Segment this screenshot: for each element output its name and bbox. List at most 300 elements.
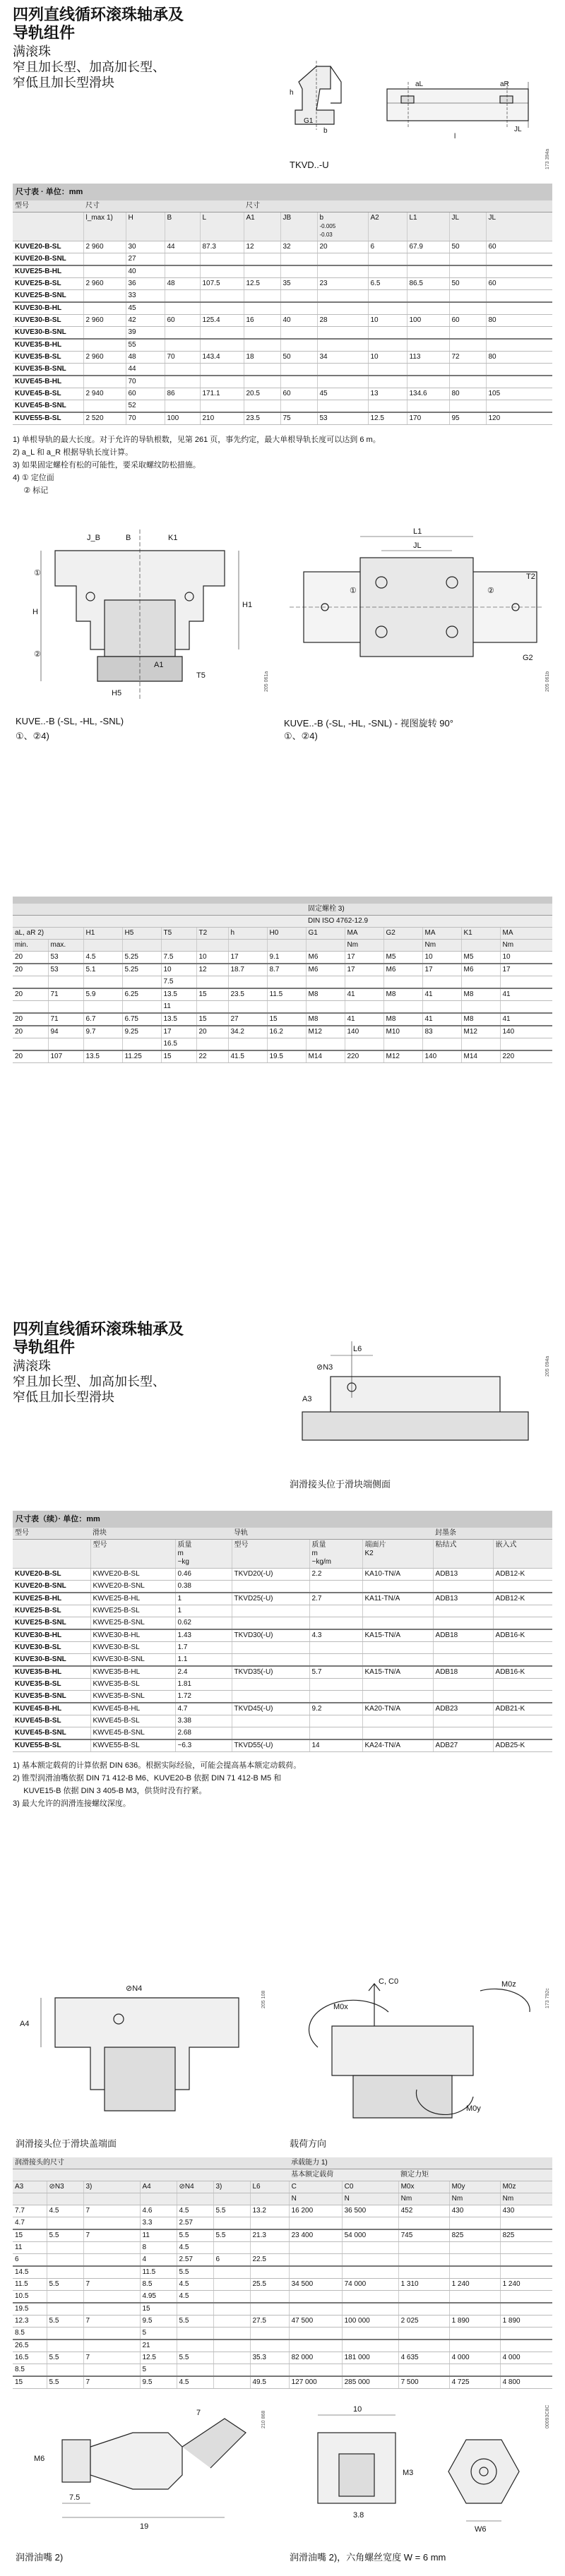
table-cell: 50 [449,241,486,253]
svg-text:G1: G1 [304,117,314,125]
table-row [13,1727,552,1740]
table-cell: 41 [500,988,552,1001]
table1-notes [13,433,552,497]
table-cell: 21 [140,2340,177,2352]
svg-text:M0x: M0x [333,2003,348,2011]
table-cell [83,1001,122,1014]
t3-h2-2: 质量 m ~kg [175,1540,232,1569]
table-cell [433,1642,493,1654]
table-cell [83,400,126,413]
table-cell [280,400,317,413]
table-cell [47,2328,83,2340]
table-cell: 60 [486,241,552,253]
header-cell: Nm [422,940,461,952]
table-cell [47,2340,83,2352]
table-cell: 14 [309,1739,362,1752]
table-cell: 1.1 [175,1654,232,1667]
table-cell [177,2340,213,2352]
table-cell: KWVE55-B-SL [90,1739,175,1752]
table-cell: 34 500 [289,2279,342,2291]
fig3-left-caption: 润滑油嘴 2) [16,2552,64,2563]
table-cell: 4.5 [177,2242,213,2254]
svg-text:l: l [454,133,456,140]
table-cell: 27 [126,253,165,266]
table-cell: 60 [280,388,317,400]
table4-body [13,2205,552,2389]
svg-text:L1: L1 [413,527,422,536]
fig1-left-tag: 205 061a [264,671,269,692]
table-cell: 825 [449,2229,500,2242]
rail-fig-caption: TKVD..-U [290,160,329,170]
table-cell: 16.5 [13,2352,47,2364]
t2-h-blank2 [13,916,306,928]
table-cell [433,1581,493,1593]
table-cell: KUVE30-B-SL [13,1642,90,1654]
table-cell: 60 [449,315,486,327]
table-cell [449,2291,500,2304]
table-cell [317,290,368,303]
header-cell [177,2193,213,2205]
table-cell: 430 [500,2205,552,2217]
table-row [13,253,552,266]
t3-h2-5: 端面片 K2 [362,1540,433,1569]
table-cell [398,2328,449,2340]
svg-text:L6: L6 [353,1345,362,1353]
table-cell: 9.2 [309,1703,362,1715]
table-cell [433,1691,493,1703]
table-cell [122,1001,161,1014]
table-cell [433,1654,493,1667]
table-cell: 127 000 [289,2376,342,2389]
table-row [13,2328,552,2340]
table-cell: 15 [13,2376,47,2389]
table-cell: 13.5 [161,1013,196,1026]
table-cell [306,1038,345,1051]
table-cell [422,1001,461,1014]
table-cell: 5.5 [177,2229,213,2242]
svg-text:T2: T2 [526,573,535,581]
table-cell: ADB23 [433,1703,493,1715]
t3-h2-0 [13,1540,90,1569]
table-cell: 16.5 [161,1038,196,1051]
table-cell: KUVE25-B-SNL [13,290,83,303]
table-cell [244,400,280,413]
table-cell [83,2340,140,2352]
table-cell [244,290,280,303]
table-cell [317,400,368,413]
svg-text:H: H [32,608,38,616]
table-cell [433,1617,493,1630]
table-cell: KUVE20-B-SL [13,1569,90,1581]
table-cell: 72 [449,352,486,364]
t1-h2-7: b -0.005 -0.03 [317,212,368,241]
t1-h2-8: A2 [368,212,407,241]
table-cell: 11.25 [122,1050,161,1063]
table-cell: 220 [500,1050,552,1063]
table-cell: 40 [126,265,165,278]
svg-text:aL: aL [415,80,424,88]
fig1-right-caption: KUVE..-B (-SL, -HL, -SNL) - 视图旋转 90° [284,718,453,729]
table-cell [398,2242,449,2254]
table-cell [177,2328,213,2340]
table-cell: 2.4 [175,1666,232,1679]
svg-text:T5: T5 [196,671,206,680]
dimension-table-4 [13,2157,552,2389]
table-cell [306,976,345,989]
table-cell [165,265,200,278]
table-cell: 4.5 [83,952,122,964]
table-cell [433,1715,493,1727]
table-cell: 452 [398,2205,449,2217]
table-cell: 9.25 [122,1026,161,1038]
table-cell: 2.57 [177,2254,213,2267]
table-row [13,2316,552,2328]
table-cell: 50 [449,278,486,290]
t3-h2-3: 型号 [232,1540,309,1569]
table-cell [500,2291,552,2304]
table-row [13,2364,552,2377]
t1-h-type: 型号 [13,200,83,212]
table-cell [407,302,449,315]
header-cell: A4 [140,2181,177,2193]
table-cell [342,2266,398,2279]
table-cell: 1 240 [449,2279,500,2291]
table-cell [433,1727,493,1740]
table-cell: ADB18 [433,1666,493,1679]
table-cell: 6.7 [83,1013,122,1026]
table-cell [368,290,407,303]
table-cell [83,2364,140,2377]
table-cell [449,2217,500,2230]
table-cell: KUVE55-B-SL [13,412,83,425]
table-cell: KA20-TN/A [362,1703,433,1715]
table-cell [289,2328,342,2340]
table-cell: 44 [126,364,165,376]
table-cell [83,976,122,989]
table-cell [213,2376,250,2389]
table-cell: 2.2 [309,1569,362,1581]
header-cell: M0z [500,2181,552,2193]
table-cell: 134.6 [407,388,449,400]
table-cell: 23 400 [289,2229,342,2242]
table-cell [500,2242,552,2254]
table-cell [250,2328,289,2340]
table-cell [244,327,280,340]
t2-h-K1: K1 [461,928,500,940]
table-row [13,278,552,290]
t1-h2-1: l_max 1) [83,212,126,241]
table-cell: 12.3 [13,2316,47,2328]
t1-h2-0 [13,212,83,241]
table-cell [213,2328,250,2340]
table-cell: KWVE30-B-SNL [90,1654,175,1667]
table-cell [449,339,486,352]
table-cell [83,2303,140,2316]
table-cell: 80 [449,388,486,400]
table-cell: 5.5 [213,2229,250,2242]
table-cell [165,253,200,266]
t2-h-aLaR: aL, aR 2) [13,928,83,940]
table-cell [232,1715,309,1727]
table-cell [345,1038,383,1051]
table-cell: 35 [280,278,317,290]
table-cell: KUVE35-B-SL [13,352,83,364]
table-row [13,290,552,303]
header-cell [461,940,500,952]
table-cell [362,1679,433,1691]
table-cell: 6 [13,2254,47,2267]
table-cell: 20 [13,988,48,1001]
table-cell: ~6.3 [175,1739,232,1752]
table-cell [213,2279,250,2291]
table-cell: 70 [165,352,200,364]
table-cell [486,327,552,340]
table-cell: KUVE30-B-SNL [13,327,83,340]
table-row [13,1593,552,1605]
svg-text:G2: G2 [523,654,533,662]
t3-h1-6: 封墨条 [433,1528,552,1540]
table-cell: 20 [13,964,48,976]
t4-h-blank [13,2169,289,2181]
table-row [13,327,552,340]
table-cell: 1 [175,1605,232,1617]
t2-h-T5: T5 [161,928,196,940]
table-cell: M5 [383,952,422,964]
table-cell [317,327,368,340]
table-cell [177,2303,213,2316]
table-cell: 21.3 [250,2229,289,2242]
table-cell: KUVE45-B-SL [13,1715,90,1727]
table-cell [500,2328,552,2340]
table-cell: 15 [196,988,228,1001]
table-cell: KUVE25-B-SL [13,1605,90,1617]
t3-note-3: KUVE15-B 依据 DIN 3 405-B M3，供货时没有拧紧。 [13,1787,207,1795]
table-cell: 48 [165,278,200,290]
table-cell: 113 [407,352,449,364]
header-cell [213,2193,250,2205]
table-cell [309,1727,362,1740]
table-cell: 17 [228,952,267,964]
table-cell: 41 [422,1013,461,1026]
table-cell [309,1605,362,1617]
table-cell [500,1038,552,1051]
table-cell: 17 [161,1026,196,1038]
table-cell [383,1001,422,1014]
table-cell: 220 [345,1050,383,1063]
table-cell [449,364,486,376]
fig1-right-sub: ①、②4) [284,731,318,741]
table-cell [383,1038,422,1051]
nipple-dim-19: 19 [140,2522,149,2531]
table-cell [232,1727,309,1740]
table-cell: 19.5 [13,2303,47,2316]
table-cell [500,2340,552,2352]
table-cell: 10.5 [13,2291,47,2304]
table-cell: 34.2 [228,1026,267,1038]
table-cell [213,2364,250,2377]
header-cell: 3) [213,2181,250,2193]
table-cell [449,2303,500,2316]
table-cell: 4.5 [177,2279,213,2291]
table-cell: 4 635 [398,2352,449,2364]
t3-note-4: 3) 最大允许的润滑连接螺纹深度。 [13,1799,131,1808]
table-cell [267,1038,306,1051]
table-cell: 9.5 [140,2376,177,2389]
header-cell [161,940,196,952]
table-row [13,352,552,364]
table-cell: M6 [383,964,422,976]
table-cell: KWVE45-B-HL [90,1703,175,1715]
table-cell [13,1038,48,1051]
table-cell: KUVE35-B-HL [13,1666,90,1679]
table-cell: ADB13 [433,1593,493,1605]
table-cell [289,2291,342,2304]
table-row [13,1642,552,1654]
table-row [13,1038,552,1051]
table-cell [165,339,200,352]
table-cell [244,265,280,278]
table-cell [449,2364,500,2377]
t2-h-H5: H5 [122,928,161,940]
table-cell: KUVE45-B-SNL [13,1727,90,1740]
table-cell [493,1605,552,1617]
table-cell: 0.38 [175,1581,232,1593]
svg-text:①: ① [350,587,357,595]
table-cell: 181 000 [342,2352,398,2364]
table-cell: M8 [383,1013,422,1026]
table-cell: 6 [213,2254,250,2267]
table-cell [83,265,126,278]
table-cell: 50 [280,352,317,364]
table-cell [83,2266,140,2279]
t1-h2-4: L [200,212,244,241]
nipple-dim-7: 7 [196,2409,201,2417]
table-cell: ADB18 [433,1629,493,1642]
table-cell: M8 [383,988,422,1001]
rail-drawing [288,40,549,174]
table-cell: KWVE20-B-SNL [90,1581,175,1593]
header-cell [83,2193,140,2205]
table-cell [280,265,317,278]
table-cell [309,1617,362,1630]
t2-h-MA3: MA [500,928,552,940]
table-cell [486,265,552,278]
table-cell: 26.5 [13,2340,47,2352]
table-cell: KA11-TN/A [362,1593,433,1605]
table-cell [83,290,126,303]
table3-notes [13,1759,552,1810]
table-cell [196,1001,228,1014]
table-cell [228,1001,267,1014]
table-cell: 107.5 [200,278,244,290]
table-cell: 5.5 [213,2205,250,2217]
table-cell: 107 [48,1050,83,1063]
table-cell: KWVE35-B-SL [90,1679,175,1691]
table-cell: ADB21-K [493,1703,552,1715]
table-cell [83,2291,140,2304]
table-cell [362,1727,433,1740]
table-row [13,315,552,327]
table-cell: 4.5 [177,2376,213,2389]
header-cell: C [289,2181,342,2193]
table-cell [398,2291,449,2304]
table-row [13,2229,552,2242]
t1-h2-5: A1 [244,212,280,241]
table-cell: 53 [48,964,83,976]
table-row [13,1013,552,1026]
section2-sub1: 满滚珠 [13,1359,51,1373]
table-cell [309,1679,362,1691]
table-cell [449,2328,500,2340]
table-cell: KUVE30-B-SL [13,315,83,327]
table-cell: 430 [449,2205,500,2217]
table-cell [368,364,407,376]
t3-note-2: 2) 锥型润滑油嘴依据 DIN 71 412-B M6、KUVE20-B 依据 DIN 71 412-B M5 和 [13,1774,282,1783]
table-cell: 7.5 [161,976,196,989]
table-cell [200,364,244,376]
table-cell: 83 [422,1026,461,1038]
table-cell: TKVD30(-U) [232,1629,309,1642]
svg-text:H5: H5 [112,689,122,697]
fig2-left-tag: 205 108 [261,1990,266,2008]
table-cell: KWVE25-B-HL [90,1593,175,1605]
table-cell: 2 025 [398,2316,449,2328]
table-cell [165,302,200,315]
lube-side-drawing [288,1327,542,1475]
table-cell: 9.7 [83,1026,122,1038]
table-cell [213,2291,250,2304]
table-cell [280,339,317,352]
table-row [13,1691,552,1703]
table-cell: 20 [196,1026,228,1038]
table-cell: 45 [126,302,165,315]
t2-h-G2: G2 [383,928,422,940]
t1-note-3: 3) 如果固定螺栓有松的可能性，要采取螺纹防松措施。 [13,461,201,469]
table-cell: 11 [161,1001,196,1014]
table-cell [213,2217,250,2230]
table-cell: 7 [83,2316,140,2328]
table-cell [200,265,244,278]
table-cell: 8.7 [267,964,306,976]
table-cell: 13.2 [250,2205,289,2217]
table-cell [228,976,267,989]
table-cell [48,1038,83,1051]
table-cell [309,1581,362,1593]
table-cell [267,1001,306,1014]
table-cell: 4 725 [449,2376,500,2389]
table-cell: 41.5 [228,1050,267,1063]
table-cell: 2 960 [83,352,126,364]
table-cell: 13.5 [161,988,196,1001]
table-cell [383,976,422,989]
header-cell [306,940,345,952]
fig1-left-sub: ①、②4) [16,731,49,741]
table-cell [493,1715,552,1727]
t4-h-group1: 润滑接头的尺寸 [13,2157,289,2169]
header-cell [250,2193,289,2205]
table-cell: 1 890 [449,2316,500,2328]
table-cell [83,327,126,340]
table-cell [213,2340,250,2352]
hex-dim-w6: W6 [475,2525,487,2534]
table-cell: KUVE45-B-SNL [13,400,83,413]
table-cell: KUVE55-B-SL [13,1739,90,1752]
load-direction-drawing [290,1970,544,2132]
table-cell: 5.5 [47,2229,83,2242]
table-cell: KUVE30-B-HL [13,302,83,315]
table-cell [196,1038,228,1051]
t1-h2-10: JL [449,212,486,241]
